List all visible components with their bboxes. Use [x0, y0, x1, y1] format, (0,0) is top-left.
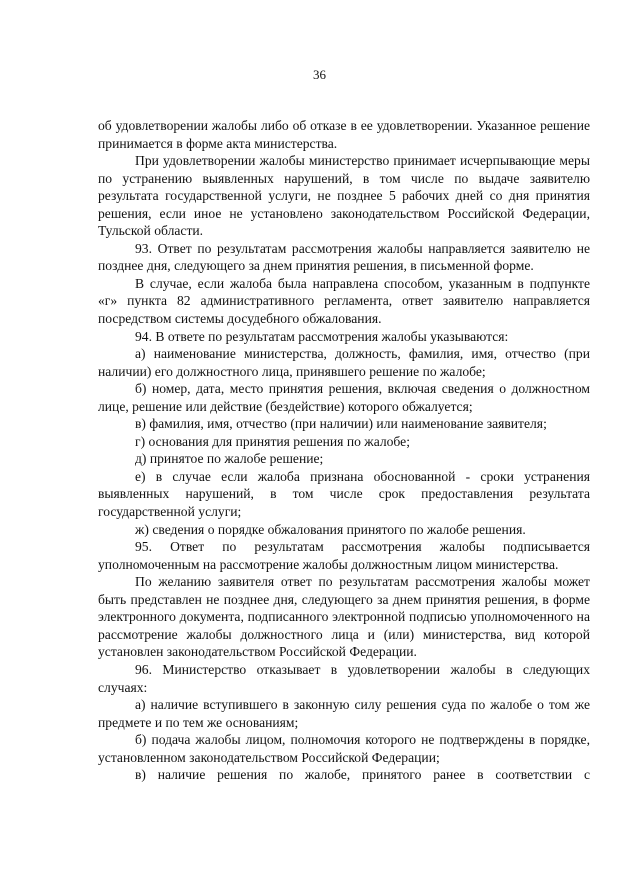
page-number: 36: [313, 67, 326, 82]
paragraph: В случае, если жалоба была направлена способом, указанным в подпункте «г» пункта 82 административного регламента, ответ заявителю направляется посредством системы досудебного обжалования.: [98, 275, 590, 327]
list-item: а) наличие вступившего в законную силу решения суда по жалобе о том же предмете и по тем же основаниям;: [98, 697, 590, 730]
paragraph: 95. Ответ по результатам рассмотрения жалобы подписывается уполномоченным на рассмотрение жалобы должностным лицом министерства.: [98, 539, 590, 572]
list-item: ж) сведения о порядке обжалования принятого по жалобе решения.: [135, 521, 526, 537]
list-item: в) фамилия, имя, отчество (при наличии) или наименование заявителя;: [135, 416, 547, 432]
list-item: в) наличие решения по жалобе, принятого ранее в соответствии с: [135, 767, 590, 783]
list-item: б) подача жалобы лицом, полномочия которого не подтверждены в порядке, установленном законодательством Российской Федерации;: [98, 732, 590, 765]
list-item: а) наименование министерства, должность, фамилия, имя, отчество (при наличии) его должностного лица, принявшего решение по жалобе;: [98, 346, 590, 379]
paragraph: 93. Ответ по результатам рассмотрения жалобы направляется заявителю не позднее дня, следующего за днем принятия решения, в письменной форме.: [98, 240, 590, 274]
list-item: б) номер, дата, место принятия решения, включая сведения о должностном лице, решение или действие (бездействие) которого обжалуется;: [98, 381, 590, 414]
document-body: [98, 117, 590, 784]
paragraph: По желанию заявителя ответ по результатам рассмотрения жалобы может быть представлен не позднее дня, следующего за днем принятия решения, в форме электронного документа, подписанного электронной подписью уполномоченного на рассмотрение жалобы должностного лица и (или) министерства, вид которой установлен законодательством Российской Федерации.: [98, 574, 590, 660]
list-item: е) в случае если жалоба признана обоснованной - сроки устранения выявленных нарушений, в том числе срок предоставления результата государственной услуги;: [98, 468, 590, 520]
paragraph: 96. Министерство отказывает в удовлетворении жалобы в следующих случаях:: [98, 661, 590, 695]
paragraph: При удовлетворении жалобы министерство принимает исчерпывающие меры по устранению выявленных нарушений, в том числе по выдаче заявителю результата государственной услуги, не позднее 5 рабочих дней со дня принятия решения, если иное не установлено законодательством Российской Федерации, Тульской области.: [98, 153, 590, 239]
list-item: г) основания для принятия решения по жалобе;: [135, 433, 410, 449]
paragraph: об удовлетворении жалобы либо об отказе в ее удовлетворении. Указанное решение принимается в форме акта министерства.: [98, 118, 590, 151]
paragraph: 94. В ответе по результатам рассмотрения жалобы указываются:: [135, 328, 509, 344]
list-item: д) принятое по жалобе решение;: [135, 451, 324, 467]
